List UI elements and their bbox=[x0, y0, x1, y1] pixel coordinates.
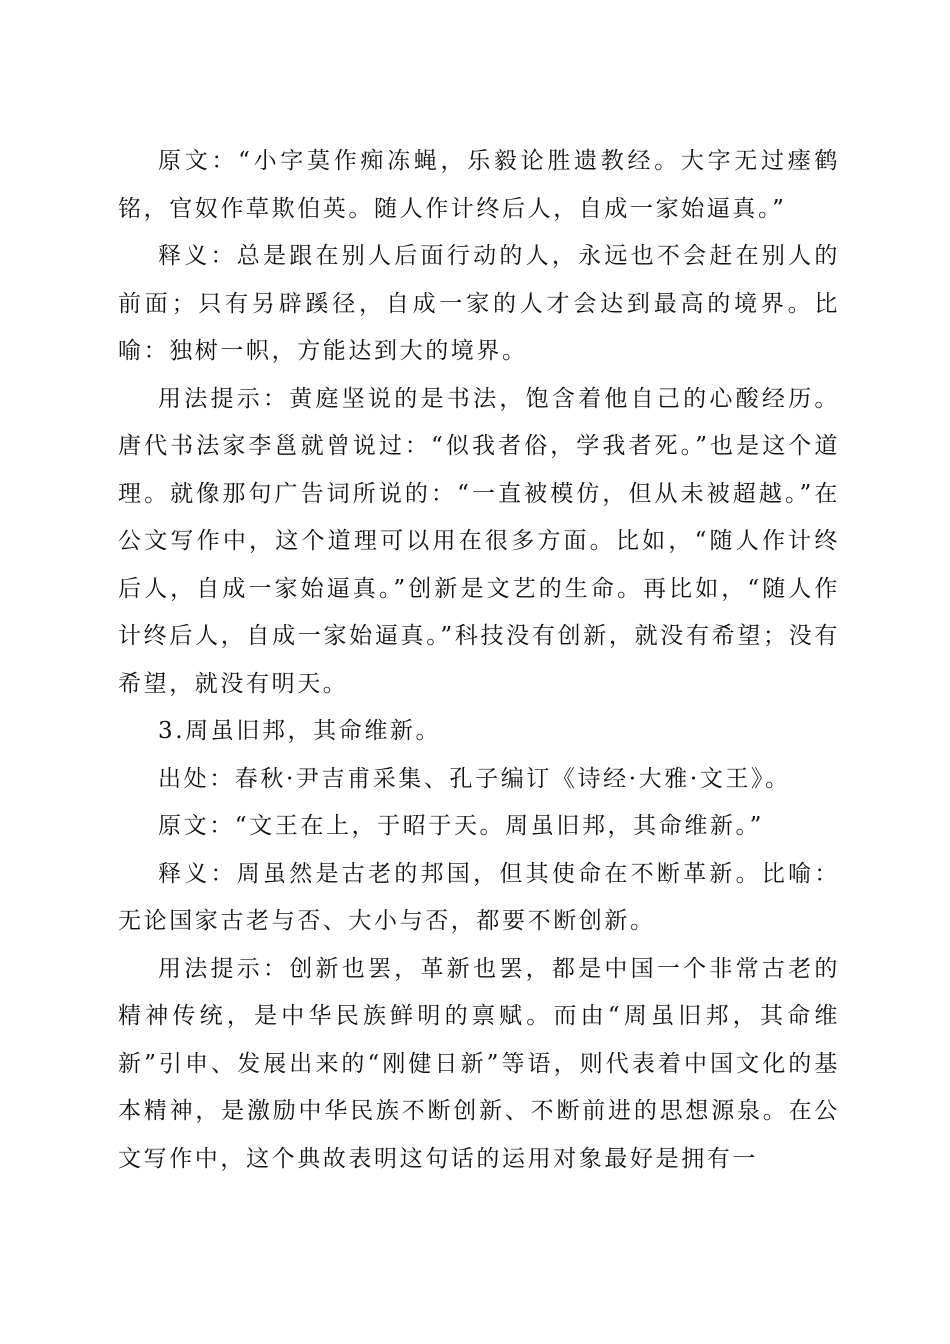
paragraph-original-text-1: 原文：“小字莫作痴冻蝇，乐毅论胜遗教经。大字无过瘗鹤铭，官奴作草欺伯英。随人作计终后人，自成一家始逼真。” bbox=[118, 148, 840, 222]
paragraph-usage-tip-1: 用法提示：黄庭坚说的是书法，饱含着他自己的心酸经历。唐代书法家李邕就曾说过：“似我者俗，学我者死。”也是这个道理。就像那句广告词所说的：“一直被模仿，但从未被超越。”在公文写作中，这个道理可以用在很多方面。比如，“随人作计终后人，自成一家始逼真。”创新是文艺的生命。再比如，“随人作计终后人，自成一家始逼真。”科技没有创新，就没有希望；没有希望，就没有明天。 bbox=[118, 385, 840, 697]
paragraph-explanation-3: 释义：周虽然是古老的邦国，但其使命在不断革新。比喻：无论国家古老与否、大小与否，都要不断创新。 bbox=[118, 860, 840, 934]
paragraph-explanation-1: 释义：总是跟在别人后面行动的人，永远也不会赶在别人的前面；只有另辟蹊径，自成一家的人才会达到最高的境界。比喻：独树一帜，方能达到大的境界。 bbox=[118, 243, 840, 364]
document-body bbox=[118, 138, 840, 1183]
paragraph-usage-tip-3: 用法提示：创新也罢，革新也罢，都是中国一个非常古老的精神传统，是中华民族鲜明的禀赋。而由“周虽旧邦，其命维新”引申、发展出来的“刚健日新”等语，则代表着中国文化的基本精神，是激励中华民族不断创新、不断前进的思想源泉。在公文写作中，这个典故表明这句话的运用对象最好是拥有一 bbox=[118, 955, 840, 1172]
paragraph-source-3: 出处：春秋·尹吉甫采集、孔子编订《诗经·大雅·文王》。 bbox=[158, 765, 791, 792]
paragraph-original-text-3: 原文：“文王在上，于昭于天。周虽旧邦，其命维新。” bbox=[158, 813, 765, 839]
section-heading-3: 3.周虽旧邦，其命维新。 bbox=[158, 718, 442, 744]
